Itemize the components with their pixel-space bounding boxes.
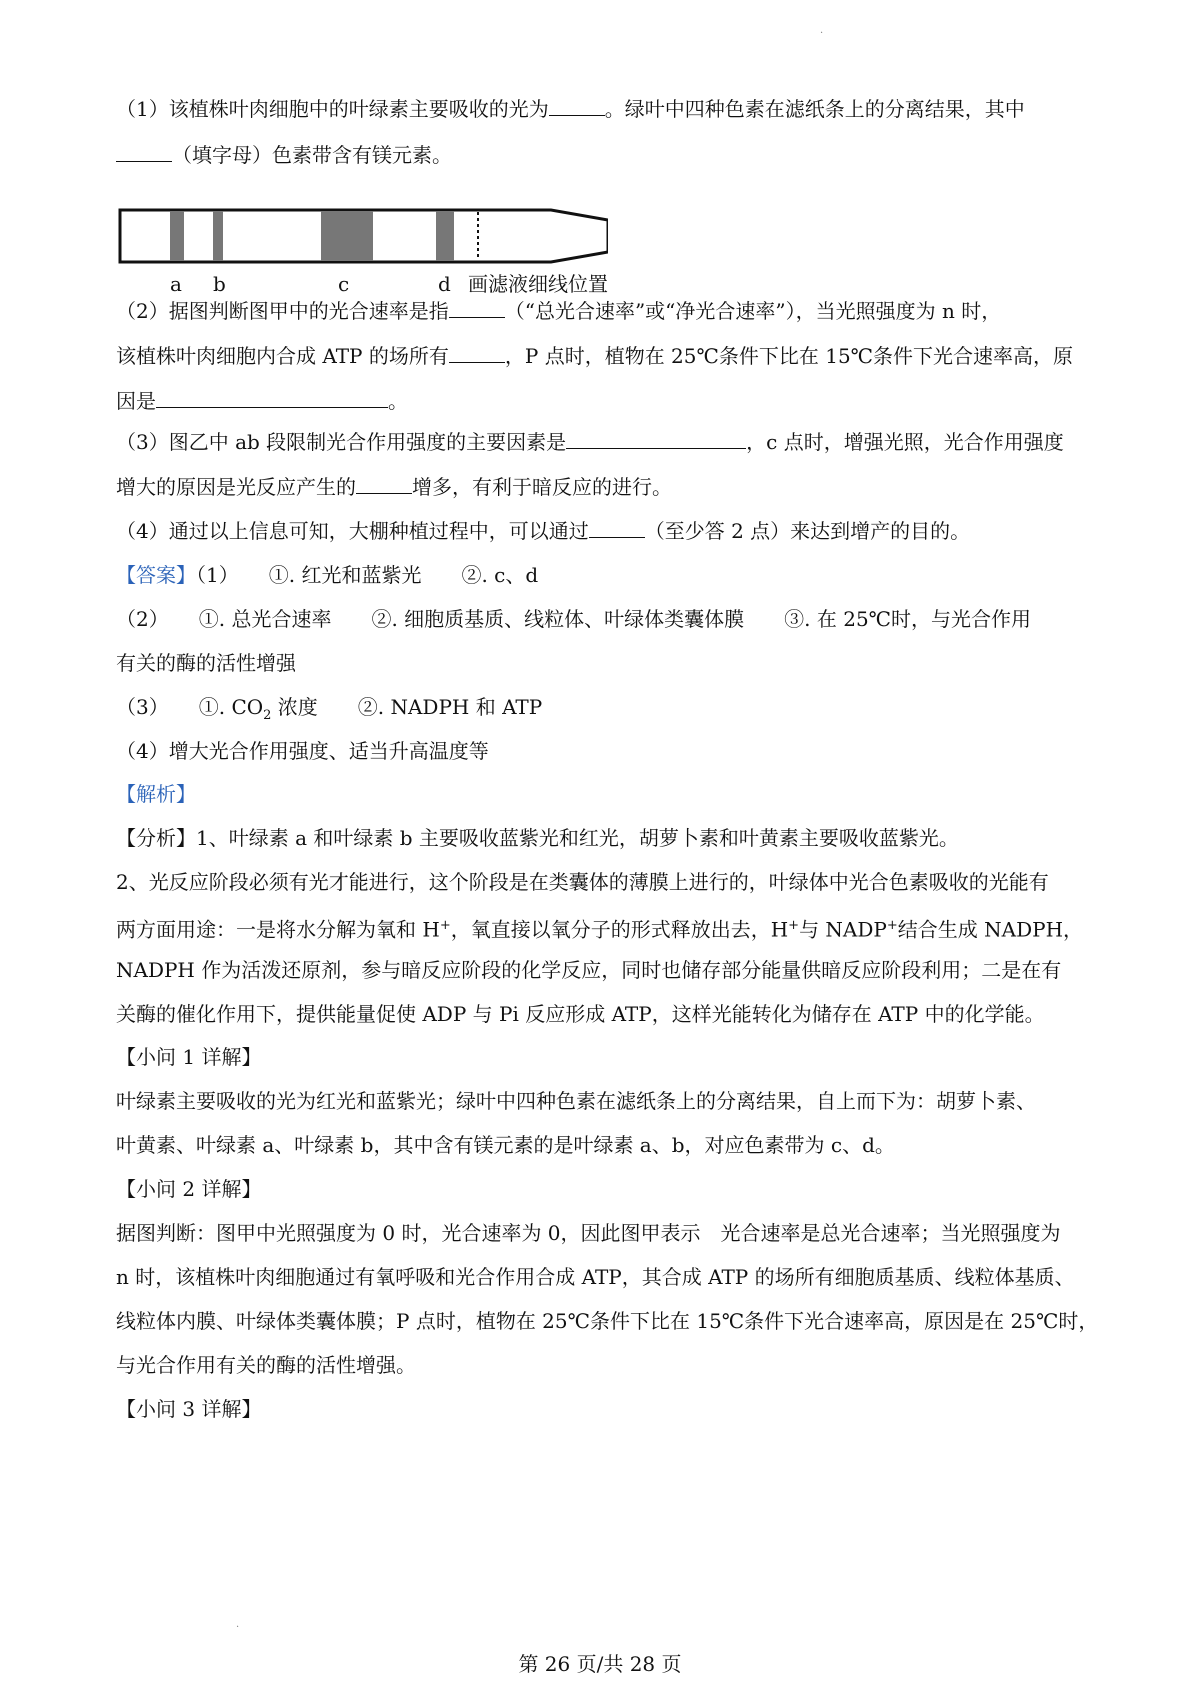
q1-blank-2[interactable]: [116, 143, 172, 162]
analysis-text: ，氧直接以氧分子的形式释放出去，H: [450, 917, 789, 942]
analysis-text: 结合生成 NADPH，: [897, 917, 1084, 942]
q2-blank-3[interactable]: [156, 389, 388, 408]
analysis-p2-l4: 关酶的催化作用下，提供能量促使 ADP 与 Pi 反应形成 ATP，这样光能转化为储存在 ATP 中的化学能。: [116, 1002, 1045, 1026]
q4-text: （4）通过以上信息可知，大棚种植过程中，可以通过: [116, 519, 589, 543]
answer-2: （2） ①. 总光合速率 ②. 细胞质基质、线粒体、叶绿体类囊体膜 ③. 在 25℃时，与光合作用: [116, 607, 1032, 631]
answer-line-3: [116, 694, 542, 729]
analysis-p2-l3: NADPH 作为活泼还原剂，参与暗反应阶段的化学反应，同时也储存部分能量供暗反应阶段利用；二是在有: [116, 958, 1062, 982]
q2-line1: [116, 298, 1001, 324]
subquestion-2-l4: 与光合作用有关的酶的活性增强。: [116, 1353, 416, 1377]
answer-3-sub: 2: [263, 708, 272, 723]
answer-2-cont: 有关的酶的活性增强: [116, 651, 296, 675]
subquestion-1-l2: 叶黄素、叶绿素 a、叶绿素 b，其中含有镁元素的是叶绿素 a、b，对应色素带为 c、d。: [116, 1133, 895, 1157]
q2-line3: [116, 388, 408, 414]
chromatography-strip: [118, 208, 608, 264]
q2-text: （2）据图判断图甲中的光合速率是指: [116, 299, 449, 323]
q1-text: （1）该植株叶肉细胞中的叶绿素主要吸收的光为: [116, 97, 549, 121]
answer-4: （4）增大光合作用强度、适当升高温度等: [116, 739, 489, 763]
subquestion-2-title: 【小问 2 详解】: [116, 1177, 262, 1201]
q2-text: 该植株叶肉细胞内合成 ATP 的场所有: [116, 344, 449, 368]
q3-blank-1[interactable]: [566, 430, 746, 449]
answer-1: （1） ①. 红光和蓝紫光 ②. c、d: [196, 563, 539, 587]
strip-origin-label: 画滤液细线位置: [468, 272, 608, 296]
answer-line-2b: [116, 650, 296, 676]
q2-text: 。: [388, 389, 408, 413]
q2-line2: [116, 343, 1073, 369]
band-d: [436, 211, 454, 261]
analysis-tag: 【解析】: [116, 782, 196, 806]
q1-line2: [116, 142, 452, 168]
page-footer: 第 26 页/共 28 页: [518, 1652, 682, 1676]
answer-3-rest: 浓度 ②. NADPH 和 ATP: [271, 695, 543, 719]
analysis-text: 两方面用途：一是将水分解为氧和 H: [116, 917, 440, 942]
strip-label-a: a: [170, 272, 182, 296]
answer-line-1: [116, 562, 538, 588]
q3-blank-2[interactable]: [356, 475, 412, 494]
q1-line1: [116, 96, 1025, 122]
subquestion-1-l1: 叶绿素主要吸收的光为红光和蓝紫光；绿叶中四种色素在滤纸条上的分离结果，自上而下为：胡萝卜素、: [116, 1089, 1036, 1113]
subquestion-1-title: 【小问 1 详解】: [116, 1045, 262, 1069]
analysis-p1: 【分析】1、叶绿素 a 和叶绿素 b 主要吸收蓝紫光和红光，胡萝卜素和叶黄素主要吸收蓝紫光。: [116, 826, 959, 850]
subquestion-3-title: 【小问 3 详解】: [116, 1397, 262, 1421]
q2-text: （“总光合速率”或“净光合速率”），当光照强度为 n 时，: [504, 299, 1002, 323]
q2-blank-1[interactable]: [449, 299, 505, 318]
superscript: +: [886, 918, 898, 933]
q4-line1: [116, 518, 970, 544]
q3-text: 增多，有利于暗反应的进行。: [412, 475, 672, 499]
q4-text: （至少答 2 点）来达到增产的目的。: [644, 519, 971, 543]
q1-text: （填字母）色素带含有镁元素。: [172, 143, 452, 167]
analysis-p2-l2: [116, 913, 1083, 943]
answer-tag: 【答案】: [116, 563, 196, 587]
q2-text: ，P 点时，植物在 25℃条件下比在 15℃条件下光合速率高，原: [504, 344, 1074, 368]
q1-text: 。绿叶中四种色素在滤纸条上的分离结果，其中: [604, 97, 1025, 121]
strip-label-b: b: [213, 272, 226, 296]
answer-3: （3） ①. CO: [116, 695, 264, 719]
q3-text: 增大的原因是光反应产生的: [116, 475, 356, 499]
subquestion-2-l3: 线粒体内膜、叶绿体类囊体膜；P 点时，植物在 25℃条件下比在 15℃条件下光合速率高，原因是在 25℃时，: [116, 1309, 1099, 1333]
scan-dot: ·: [820, 28, 824, 39]
subquestion-2-l1: 据图判断：图甲中光照强度为 0 时，光合速率为 0，因此图甲表示 光合速率是总光合速率；当光照强度为: [116, 1221, 1061, 1245]
subquestion-2-l2: n 时，该植株叶肉细胞通过有氧呼吸和光合作用合成 ATP，其合成 ATP 的场所有细胞质基质、线粒体基质、: [116, 1265, 1075, 1289]
superscript: +: [439, 918, 451, 933]
answer-line-2: [116, 606, 1031, 632]
band-a: [170, 211, 184, 261]
strip-label-d: d: [438, 272, 451, 296]
q4-blank-1[interactable]: [589, 519, 645, 538]
strip-label-c: c: [338, 272, 350, 296]
analysis-p2-l1: 2、光反应阶段必须有光才能进行，这个阶段是在类囊体的薄膜上进行的，叶绿体中光合色素吸收的光能有: [116, 870, 1049, 894]
q3-text: （3）图乙中 ab 段限制光合作用强度的主要因素是: [116, 430, 567, 454]
q3-text: ，c 点时，增强光照，光合作用强度: [746, 430, 1064, 454]
q3-line2: [116, 474, 672, 500]
q2-text: 因是: [116, 389, 156, 413]
band-c: [321, 211, 373, 261]
q3-line1: [116, 429, 1064, 455]
superscript: +: [788, 918, 800, 933]
q2-blank-2[interactable]: [449, 344, 505, 363]
band-b: [213, 211, 223, 261]
q1-blank-1[interactable]: [549, 97, 605, 116]
analysis-text: 与 NADP: [799, 917, 887, 942]
answer-line-4: [116, 738, 489, 764]
scan-dot: ·: [236, 1622, 240, 1633]
